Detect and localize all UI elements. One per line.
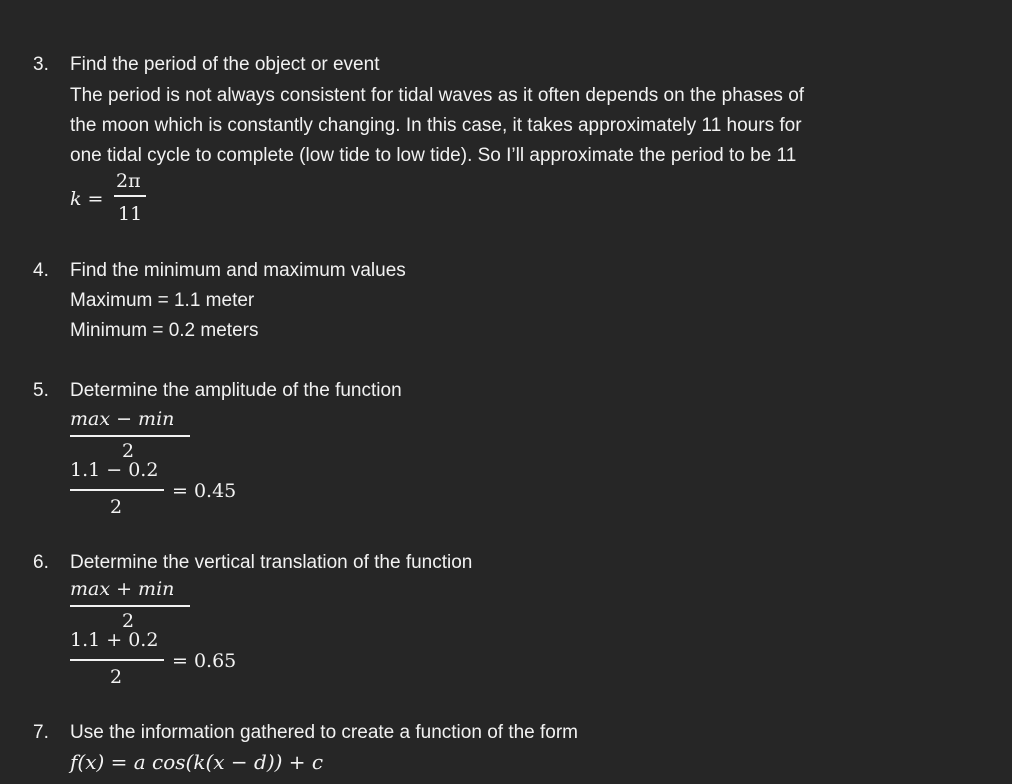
function-form: f(x) = a cos(k(x − d)) + c: [70, 750, 324, 774]
item-number: 5.: [33, 380, 49, 401]
calc-denominator: 2: [110, 496, 123, 518]
item-number: 7.: [33, 722, 49, 743]
paragraph-line: the moon which is constantly changing. In this case, it takes approximately 11 hours for: [70, 115, 802, 136]
calc-numerator: 1.1 + 0.2: [70, 629, 159, 651]
formula-numerator: max + min: [70, 578, 175, 600]
item-heading: Find the period of the object or event: [70, 54, 380, 75]
fraction-bar: [70, 605, 190, 607]
equation-denominator: 11: [118, 203, 143, 225]
item-number: 6.: [33, 552, 49, 573]
item-heading: Use the information gathered to create a function of the form: [70, 722, 579, 743]
paragraph-line: one tidal cycle to complete (low tide to low tide). So I’ll approximate the period to be 11: [70, 145, 797, 166]
fraction-bar: [114, 195, 146, 197]
result: = 0.45: [172, 480, 237, 502]
item-heading: Determine the vertical translation of the function: [70, 552, 473, 573]
equation-lhs: k =: [70, 188, 104, 210]
formula-denominator: 2: [122, 440, 135, 462]
calc-denominator: 2: [110, 666, 123, 688]
fraction-bar: [70, 659, 164, 661]
paragraph-line: The period is not always consistent for tidal waves as it often depends on the phases of: [70, 85, 805, 106]
formula-denominator: 2: [122, 610, 135, 632]
equation-numerator: 2π: [116, 170, 141, 192]
item-number: 4.: [33, 260, 49, 281]
value-line: Maximum = 1.1 meter: [70, 290, 255, 311]
fraction-bar: [70, 489, 164, 491]
result: = 0.65: [172, 650, 237, 672]
item-heading: Find the minimum and maximum values: [70, 260, 406, 281]
item-heading: Determine the amplitude of the function: [70, 380, 402, 401]
formula-numerator: max − min: [70, 408, 175, 430]
value-line: Minimum = 0.2 meters: [70, 320, 259, 341]
item-number: 3.: [33, 54, 49, 75]
calc-numerator: 1.1 − 0.2: [70, 459, 159, 481]
fraction-bar: [70, 435, 190, 437]
